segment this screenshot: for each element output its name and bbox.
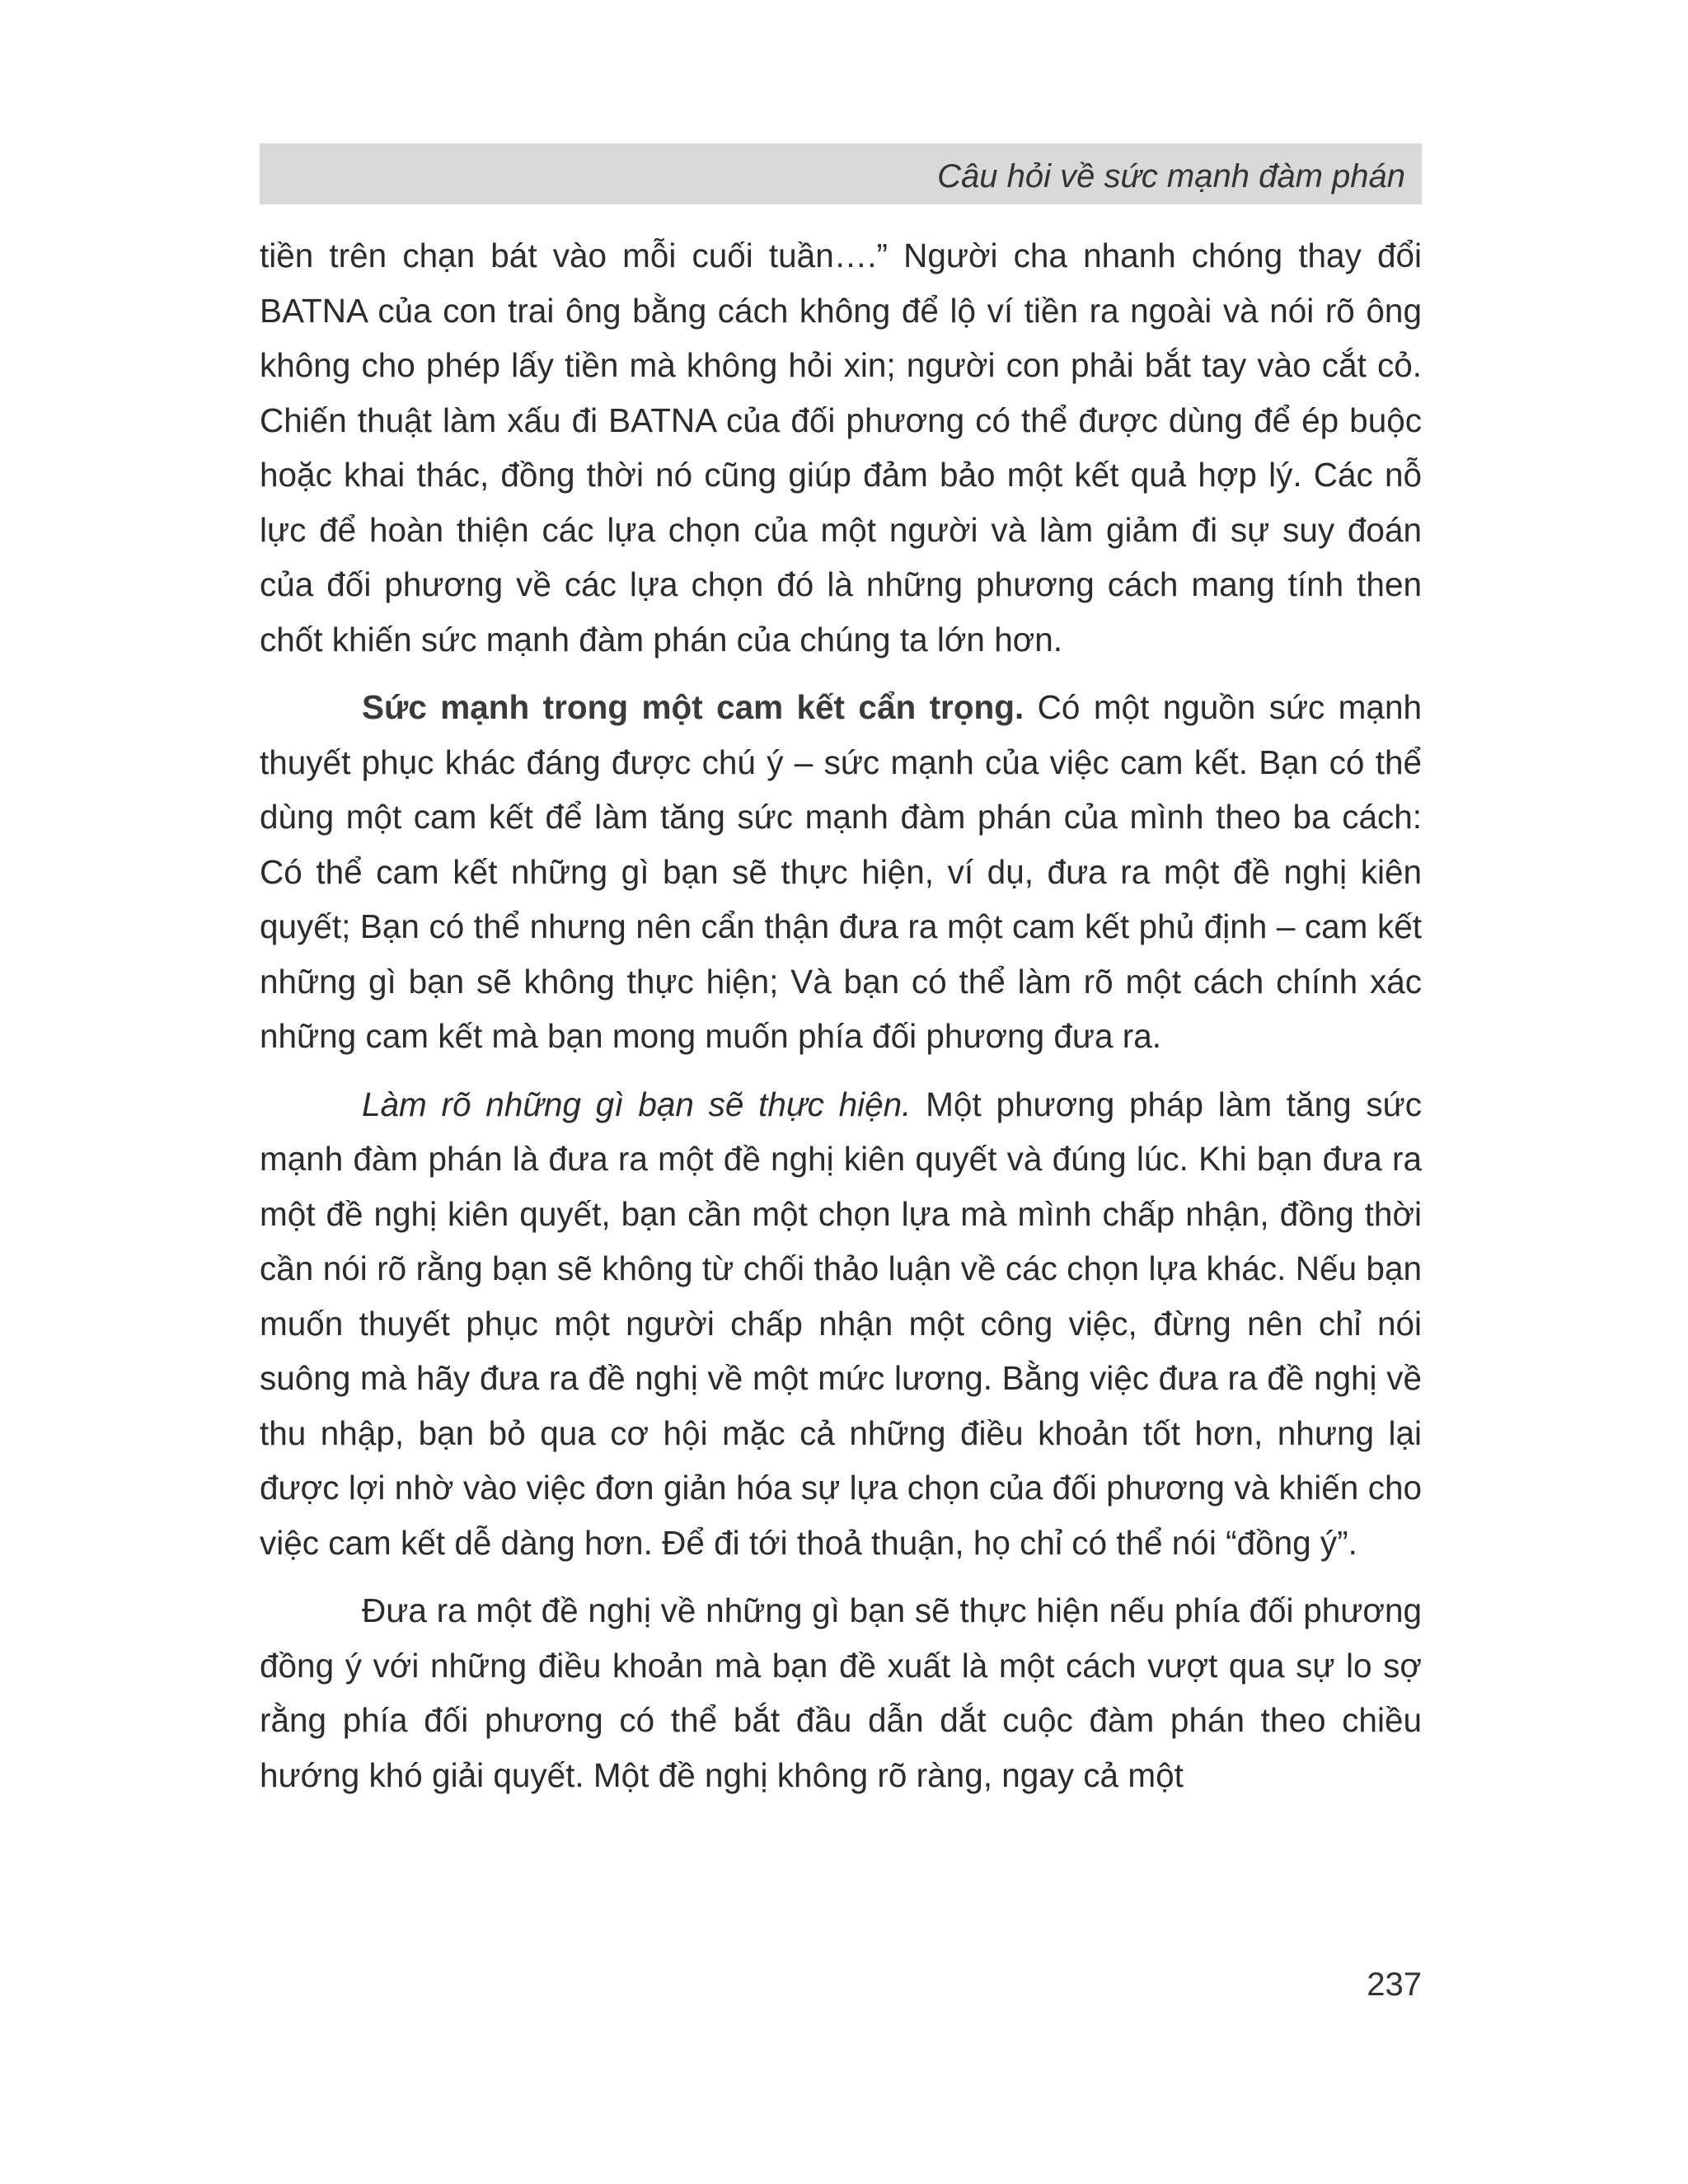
running-header-title: Câu hỏi về sức mạnh đàm phán [937, 157, 1405, 194]
paragraph-1: tiền trên chạn bát vào mỗi cuối tuần….” Người cha nhanh chóng thay đổi BATNA của con trai ông bằng cách không để lộ ví tiền ra ngoài và nói rõ ông không cho phép lấy tiền mà không hỏi xin; người con phải bắt tay vào cắt cỏ. Chiến thuật làm xấu đi BATNA của đối phương có thể được dùng để ép buộc hoặc khai thác, đồng thời nó cũng giúp đảm bảo một kết quả hợp lý. Các nỗ lực để hoàn thiện các lựa chọn của một người và làm giảm đi sự suy đoán của đối phương về các lựa chọn đó là những phương cách mang tính then chốt khiến sức mạnh đàm phán của chúng ta lớn hơn. [260, 237, 1422, 658]
page-body [260, 228, 1422, 1802]
page-number: 237 [1367, 1966, 1422, 2003]
paragraph-4: Đưa ra một đề nghị về những gì bạn sẽ thực hiện nếu phía đối phương đồng ý với những điều khoản mà bạn đề xuất là một cách vượt qua sự lo sợ rằng phía đối phương có thể bắt đầu dẫn dắt cuộc đàm phán theo chiều hướng khó giải quyết. Một đề nghị không rõ ràng, ngay cả một [260, 1591, 1422, 1794]
paragraph-3-text: Một phương pháp làm tăng sức mạnh đàm phán là đưa ra một đề nghị kiên quyết và đúng lúc. Khi bạn đưa ra một đề nghị kiên quyết, bạn cần một chọn lựa mà mình chấp nhận, đồng thời cần nói rõ rằng bạn sẽ không từ chối thảo luận về các chọn lựa khác. Nếu bạn muốn thuyết phục một người chấp nhận một công việc, đừng nên chỉ nói suông mà hãy đưa ra đề nghị về một mức lương. Bằng việc đưa ra đề nghị về thu nhập, bạn bỏ qua cơ hội mặc cả những điều khoản tốt hơn, nhưng lại được lợi nhờ vào việc đơn giản hóa sự lựa chọn của đối phương và khiến cho việc cam kết dễ dàng hơn. Để đi tới thoả thuận, họ chỉ có thể nói “đồng ý”. [260, 1085, 1422, 1562]
paragraph-3-heading: Làm rõ những gì bạn sẽ thực hiện. [362, 1085, 912, 1123]
paragraph-2 [260, 680, 1422, 1064]
paragraph-2-heading: Sức mạnh trong một cam kết cẩn trọng. [362, 688, 1025, 726]
paragraph-2-text: Có một nguồn sức mạnh thuyết phục khác đáng được chú ý – sức mạnh của việc cam kết. Bạn có thể dùng một cam kết để làm tăng sức mạnh đàm phán của mình theo ba cách: Có thể cam kết những gì bạn sẽ thực hiện, ví dụ, đưa ra một đề nghị kiên quyết; Bạn có thể nhưng nên cẩn thận đưa ra một cam kết phủ định – cam kết những gì bạn sẽ không thực hiện; Và bạn có thể làm rõ một cách chính xác những cam kết mà bạn mong muốn phía đối phương đưa ra. [260, 688, 1422, 1055]
running-header [260, 143, 1422, 204]
paragraph-3 [260, 1077, 1422, 1571]
